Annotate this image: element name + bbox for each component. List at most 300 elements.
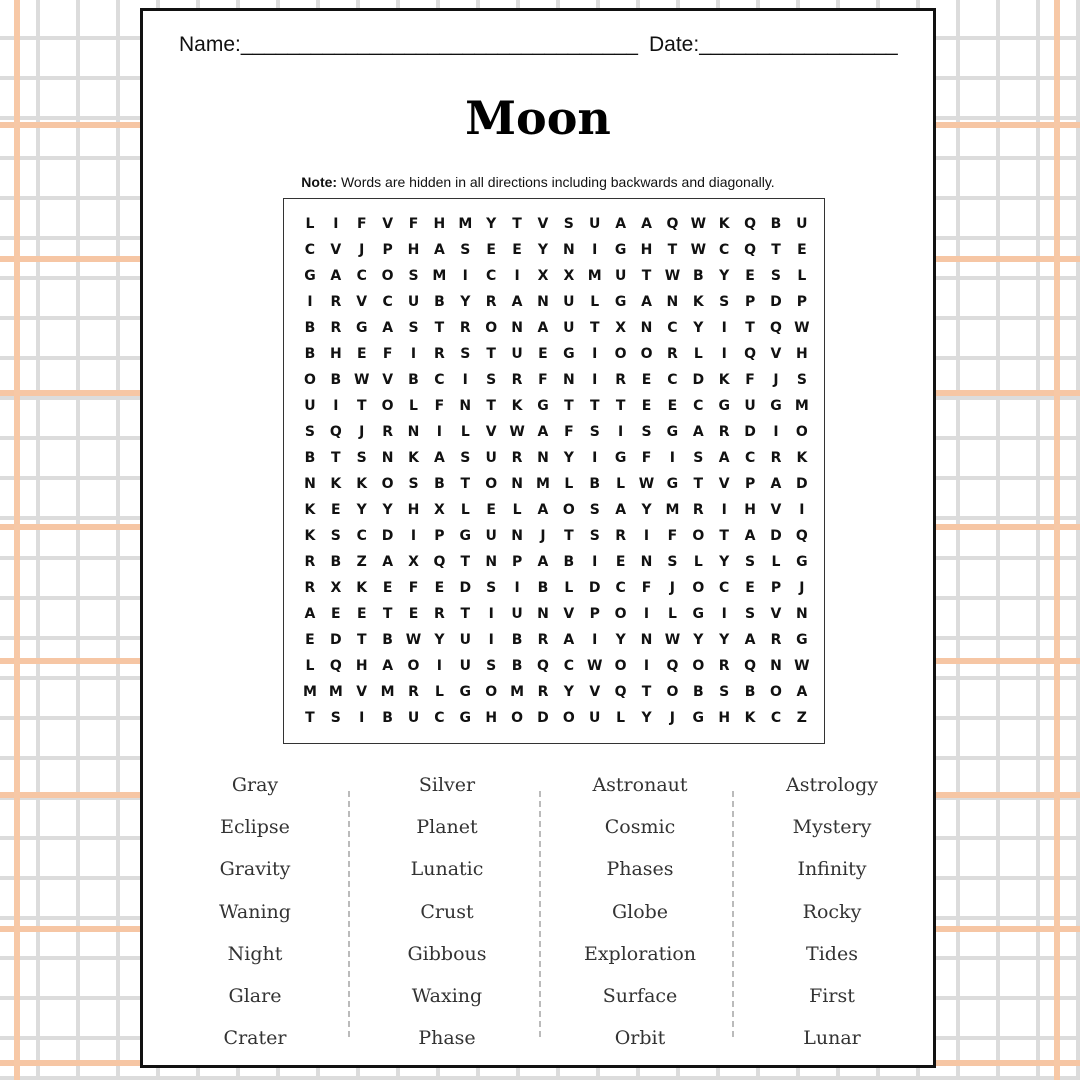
word-list-item: Gibbous [407, 942, 487, 965]
grid-letter: E [305, 632, 315, 648]
word-list-item: Waxing [411, 984, 483, 1007]
grid-letter: O [511, 710, 524, 726]
grid-letter: Y [434, 632, 445, 648]
word-list-item: Orbit [614, 1027, 666, 1050]
grid-letter: E [641, 398, 652, 414]
grid-letter: S [589, 528, 600, 544]
grid-letter: G [459, 528, 472, 544]
grid-letter: J [773, 372, 779, 388]
grid-letter: G [459, 684, 472, 700]
grid-letter: N [485, 554, 498, 570]
grid-letter: B [692, 268, 704, 284]
grid-letter: I [307, 294, 313, 310]
grid-letter: N [537, 450, 549, 466]
grid-letter: X [434, 502, 445, 518]
grid-letter: M [794, 398, 809, 414]
grid-letter: C [434, 710, 445, 726]
grid-letter: W [405, 632, 422, 648]
grid-letter: T [356, 632, 367, 648]
grid-letter: K [511, 398, 523, 414]
grid-letter: L [305, 216, 315, 232]
grid-letter: E [382, 580, 393, 596]
grid-letter: P [744, 476, 756, 492]
word-list-item: Crater [223, 1027, 287, 1050]
grid-letter: N [381, 450, 394, 466]
grid-letter: A [330, 268, 342, 284]
grid-letter: H [640, 242, 653, 258]
grid-letter: D [588, 580, 601, 596]
word-list-item: Rocky [802, 900, 862, 923]
grid-letter: W [794, 320, 810, 336]
grid-letter: O [640, 346, 653, 362]
grid-letter: K [744, 710, 756, 726]
grid-letter: V [537, 216, 549, 232]
word-column-3 [540, 769, 740, 1064]
grid-letter: B [382, 710, 393, 726]
grid-letter: A [615, 216, 627, 232]
grid-letter: T [460, 606, 471, 622]
grid-letter: D [770, 294, 782, 310]
grid-letter: M [665, 502, 680, 518]
letter-grid [297, 211, 815, 731]
grid-letter: T [564, 528, 574, 544]
grid-letter: E [356, 606, 367, 622]
grid-letter: C [744, 450, 756, 466]
date-field[interactable]: Date:_________________ [649, 33, 898, 56]
grid-letter: I [592, 554, 598, 570]
grid-letter: J [669, 580, 676, 596]
grid-letter: O [485, 320, 498, 336]
grid-letter: E [408, 606, 419, 622]
grid-letter: H [796, 346, 808, 362]
grid-letter: B [511, 658, 523, 674]
grid-letter: A [537, 320, 549, 336]
grid-letter: R [770, 632, 782, 648]
grid-letter: L [797, 268, 807, 284]
grid-letter: M [328, 684, 343, 700]
grid-letter: O [666, 684, 679, 700]
grid-letter: D [537, 710, 549, 726]
grid-letter: S [486, 658, 497, 674]
grid-letter: N [511, 320, 523, 336]
grid-letter: D [381, 528, 394, 544]
grid-letter: K [304, 502, 316, 518]
grid-letter: Y [563, 684, 574, 700]
grid-letter: R [434, 346, 445, 362]
grid-letter: N [511, 476, 523, 492]
grid-letter: O [381, 476, 394, 492]
grid-letter: T [434, 320, 445, 336]
grid-letter: B [304, 320, 316, 336]
grid-letter: M [535, 476, 550, 492]
grid-letter: T [641, 268, 652, 284]
grid-letter: Y [356, 502, 367, 518]
grid-letter: C [770, 710, 782, 726]
grid-letter: K [796, 450, 808, 466]
grid-letter: P [434, 528, 445, 544]
word-list-item: Waning [219, 900, 291, 923]
name-field[interactable]: Name:__________________________________ [179, 33, 638, 56]
grid-letter: E [486, 502, 496, 518]
grid-letter: O [562, 502, 575, 518]
word-list-item: Exploration [583, 942, 697, 965]
grid-letter: N [666, 294, 679, 310]
grid-letter: T [641, 684, 652, 700]
grid-letter: S [408, 320, 419, 336]
grid-letter: W [509, 424, 525, 440]
grid-letter: N [304, 476, 316, 492]
grid-letter: A [537, 424, 549, 440]
grid-letter: B [563, 554, 575, 570]
grid-letter: Z [356, 554, 367, 570]
grid-letter: O [381, 268, 394, 284]
grid-letter: C [434, 372, 445, 388]
grid-letter: L [771, 554, 781, 570]
grid-letter: R [434, 606, 445, 622]
grid-letter: I [592, 372, 598, 388]
grid-letter: Q [614, 684, 627, 700]
grid-letter: B [511, 632, 523, 648]
grid-letter: I [643, 606, 650, 622]
grid-letter: N [640, 632, 653, 648]
grid-letter: U [407, 710, 420, 726]
word-list-item: Globe [611, 900, 669, 923]
word-list-item: Lunatic [410, 858, 484, 881]
grid-letter: S [745, 554, 756, 570]
grid-letter: I [721, 502, 727, 518]
grid-letter: Y [563, 450, 574, 466]
word-list-item: Night [227, 942, 283, 965]
grid-letter: K [330, 476, 342, 492]
grid-letter: S [460, 346, 471, 362]
grid-letter: Q [666, 658, 679, 674]
grid-letter: V [770, 346, 782, 362]
grid-letter: E [641, 372, 652, 388]
grid-letter: J [669, 710, 676, 726]
word-list-item: Mystery [792, 816, 872, 839]
grid-letter: F [434, 398, 445, 414]
grid-letter: S [486, 372, 497, 388]
grid-letter: A [744, 632, 756, 648]
grid-letter: T [460, 476, 471, 492]
grid-letter: E [745, 580, 755, 596]
grid-letter: T [356, 398, 367, 414]
grid-letter: G [614, 294, 627, 310]
grid-letter: M [432, 268, 447, 284]
note-label: Note: [301, 174, 338, 190]
grid-letter: O [614, 606, 627, 622]
grid-letter: S [796, 372, 807, 388]
grid-letter: S [589, 424, 600, 440]
grid-letter: I [514, 268, 520, 284]
grid-letter: B [382, 632, 393, 648]
grid-letter: U [485, 450, 497, 466]
grid-letter: N [640, 320, 653, 336]
grid-letter: L [409, 398, 418, 414]
grid-letter: T [331, 450, 341, 466]
grid-letter: Y [615, 632, 626, 648]
grid-letter: L [460, 502, 470, 518]
grid-letter: S [667, 554, 678, 570]
grid-letter: Q [433, 554, 446, 570]
grid-letter: S [589, 502, 600, 518]
grid-letter: V [563, 606, 575, 622]
grid-letter: P [796, 294, 807, 310]
grid-letter: F [667, 528, 678, 544]
grid-letter: V [589, 684, 601, 700]
grid-letter: Q [666, 216, 679, 232]
grid-letter: I [643, 528, 650, 544]
grid-letter: Q [770, 320, 782, 336]
word-list-item: Phase [418, 1027, 476, 1050]
grid-letter: M [458, 216, 473, 232]
word-list-item: Glare [228, 984, 282, 1007]
word-column-4 [732, 769, 932, 1064]
grid-letter: R [304, 554, 316, 570]
grid-letter: Y [693, 320, 704, 336]
grid-letter: B [692, 684, 704, 700]
grid-letter: R [485, 294, 497, 310]
letter-grid-box [283, 198, 825, 744]
grid-letter: L [434, 684, 444, 700]
grid-letter: R [615, 528, 627, 544]
grid-letter: L [667, 606, 677, 622]
grid-letter: G [666, 424, 679, 440]
worksheet-page [140, 8, 936, 1068]
grid-letter: S [460, 242, 471, 258]
grid-letter: T [589, 398, 600, 414]
grid-letter: F [408, 216, 419, 232]
grid-letter: A [641, 294, 652, 310]
grid-letter: Y [537, 242, 549, 258]
grid-letter: N [770, 658, 782, 674]
grid-letter: T [771, 242, 781, 258]
grid-letter: W [354, 372, 370, 388]
grid-letter: U [459, 632, 471, 648]
grid-letter: A [382, 554, 394, 570]
grid-letter: J [799, 580, 805, 596]
grid-letter: B [537, 580, 549, 596]
word-list-item: Cosmic [604, 816, 676, 839]
grid-letter: S [460, 450, 471, 466]
grid-letter: R [692, 502, 704, 518]
grid-letter: I [592, 450, 598, 466]
grid-letter: G [692, 606, 705, 622]
grid-letter: D [770, 528, 782, 544]
grid-letter: E [615, 554, 626, 570]
grid-letter: E [356, 346, 367, 362]
grid-letter: U [744, 398, 756, 414]
word-list-item: Eclipse [220, 816, 290, 839]
grid-letter: R [718, 658, 730, 674]
grid-letter: S [486, 580, 497, 596]
grid-letter: I [643, 658, 650, 674]
grid-letter: Q [744, 346, 757, 362]
grid-letter: S [408, 476, 419, 492]
grid-letter: K [692, 294, 704, 310]
grid-letter: X [330, 580, 342, 596]
grid-letter: T [460, 554, 471, 570]
grid-letter: A [744, 528, 756, 544]
word-list-item: Phases [606, 858, 674, 881]
grid-letter: W [664, 632, 681, 648]
grid-letter: A [433, 450, 445, 466]
grid-letter: R [770, 450, 782, 466]
grid-letter: V [718, 476, 730, 492]
grid-letter: H [355, 658, 368, 674]
grid-letter: I [592, 242, 598, 258]
grid-letter: I [410, 528, 417, 544]
word-list-item: Astrology [785, 774, 879, 796]
grid-letter: N [796, 606, 808, 622]
grid-letter: D [330, 632, 342, 648]
grid-letter: L [616, 476, 626, 492]
grid-letter: I [669, 450, 676, 466]
grid-letter: M [380, 684, 395, 700]
grid-letter: T [745, 320, 755, 336]
grid-letter: V [356, 684, 368, 700]
grid-letter: R [537, 632, 549, 648]
grid-letter: D [744, 424, 756, 440]
grid-letter: W [587, 658, 603, 674]
grid-letter: B [770, 216, 782, 232]
grid-letter: B [304, 346, 316, 362]
grid-letter: Y [719, 554, 730, 570]
grid-letter: Q [744, 658, 757, 674]
grid-letter: W [664, 268, 681, 284]
grid-letter: L [693, 554, 703, 570]
grid-letter: P [770, 580, 782, 596]
grid-letter: I [488, 632, 494, 648]
grid-letter: G [666, 476, 679, 492]
grid-letter: C [356, 268, 367, 284]
grid-letter: Q [329, 658, 342, 674]
grid-letter: X [408, 554, 419, 570]
grid-letter: G [718, 398, 730, 414]
grid-letter: O [303, 372, 316, 388]
grid-letter: B [434, 476, 445, 492]
grid-letter: A [718, 450, 730, 466]
grid-letter: H [718, 710, 731, 726]
grid-letter: P [744, 294, 756, 310]
grid-letter: L [305, 658, 315, 674]
grid-letter: Y [719, 632, 730, 648]
grid-letter: K [304, 528, 316, 544]
word-list-item: First [809, 984, 855, 1007]
grid-letter: S [745, 606, 756, 622]
grid-letter: I [333, 216, 339, 232]
grid-letter: E [538, 346, 548, 362]
grid-letter: H [433, 216, 446, 232]
grid-letter: A [770, 476, 782, 492]
grid-letter: L [693, 346, 703, 362]
grid-letter: K [718, 216, 730, 232]
grid-letter: S [719, 294, 730, 310]
grid-letter: Y [693, 632, 704, 648]
grid-letter: O [795, 424, 808, 440]
grid-letter: T [512, 216, 522, 232]
grid-letter: F [745, 372, 755, 388]
grid-letter: B [304, 450, 316, 466]
grid-letter: T [589, 320, 600, 336]
grid-letter: J [359, 424, 365, 440]
grid-letter: X [537, 268, 549, 284]
grid-letter: C [615, 580, 626, 596]
grid-letter: T [615, 398, 626, 414]
grid-letter: F [641, 580, 652, 596]
grid-letter: A [537, 554, 549, 570]
grid-letter: A [511, 294, 523, 310]
grid-letter: G [692, 710, 705, 726]
word-list-item: Crust [420, 900, 474, 923]
grid-letter: C [693, 398, 704, 414]
grid-letter: V [356, 294, 368, 310]
grid-letter: E [667, 398, 678, 414]
grid-letter: T [305, 710, 315, 726]
grid-letter: G [355, 320, 368, 336]
grid-letter: K [408, 450, 419, 466]
grid-letter: W [794, 658, 810, 674]
grid-letter: X [563, 268, 575, 284]
word-list-item: Gravity [219, 858, 291, 881]
grid-letter: I [488, 606, 494, 622]
grid-letter: U [614, 268, 627, 284]
grid-letter: R [459, 320, 471, 336]
grid-letter: U [485, 528, 497, 544]
grid-letter: N [562, 372, 575, 388]
word-list-item: Astronaut [592, 774, 688, 796]
grid-letter: H [329, 346, 342, 362]
grid-letter: I [592, 346, 598, 362]
page-title: Moon [465, 91, 611, 145]
grid-letter: U [563, 294, 575, 310]
grid-letter: A [433, 242, 445, 258]
grid-letter: O [692, 528, 705, 544]
grid-letter: U [589, 710, 601, 726]
grid-letter: A [382, 658, 394, 674]
grid-letter: F [538, 372, 548, 388]
grid-letter: D [796, 476, 808, 492]
grid-letter: I [799, 502, 805, 518]
grid-letter: I [514, 580, 520, 596]
grid-letter: G [563, 346, 575, 362]
grid-letter: C [304, 242, 316, 258]
grid-letter: S [719, 684, 730, 700]
grid-letter: R [511, 372, 523, 388]
grid-letter: I [436, 658, 442, 674]
grid-letter: V [382, 216, 394, 232]
grid-letter: X [615, 320, 627, 336]
grid-letter: A [692, 424, 704, 440]
grid-letter: U [589, 216, 601, 232]
grid-letter: I [359, 710, 365, 726]
grid-letter: G [304, 268, 316, 284]
word-list-item: Gray [231, 774, 279, 796]
word-list-item: Tides [806, 942, 858, 965]
grid-letter: H [407, 242, 420, 258]
grid-letter: I [618, 424, 624, 440]
grid-letter: I [410, 346, 417, 362]
grid-letter: E [797, 242, 807, 258]
grid-letter: C [719, 580, 730, 596]
grid-letter: G [537, 398, 549, 414]
grid-letter: E [434, 580, 445, 596]
grid-letter: Y [460, 294, 471, 310]
grid-letter: Q [744, 242, 757, 258]
grid-letter: M [510, 684, 525, 700]
grid-letter: K [356, 580, 368, 596]
grid-letter: B [330, 554, 342, 570]
